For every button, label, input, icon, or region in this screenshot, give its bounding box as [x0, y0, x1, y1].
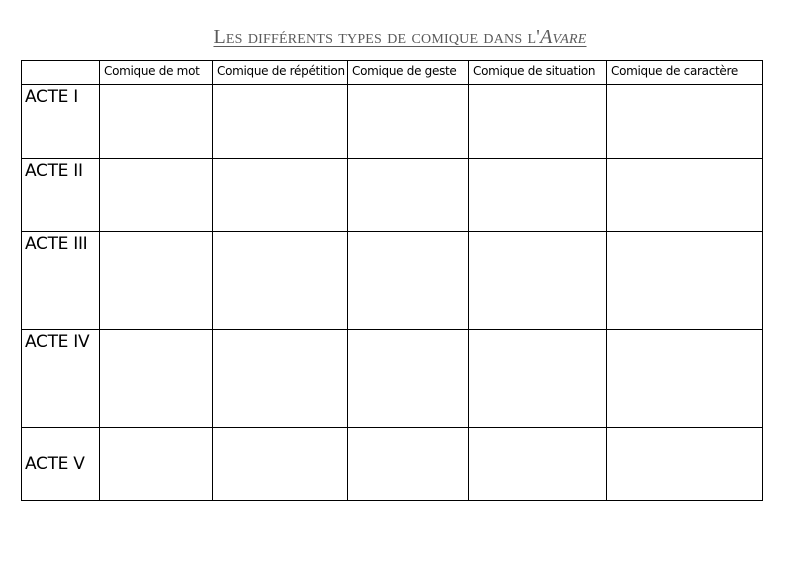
table-cell[interactable] [469, 85, 607, 159]
row-label: ACTE II [22, 159, 100, 232]
column-header: Comique de situation [469, 61, 607, 85]
row-label: ACTE V [22, 428, 100, 501]
table-cell[interactable] [469, 159, 607, 232]
table-cell[interactable] [100, 159, 213, 232]
table-cell[interactable] [607, 85, 763, 159]
row-label: ACTE I [22, 85, 100, 159]
table-cell[interactable] [348, 330, 469, 428]
table-cell[interactable] [607, 232, 763, 330]
table-row [22, 330, 763, 428]
page-title [0, 24, 800, 50]
table-cell[interactable] [469, 330, 607, 428]
header-row [22, 61, 763, 85]
table-cell[interactable] [213, 159, 348, 232]
table-cell[interactable] [213, 428, 348, 501]
table-cell[interactable] [100, 232, 213, 330]
row-label: ACTE III [22, 232, 100, 330]
title-main: Les différents types de comique dans l' [213, 26, 541, 48]
title-work: Avare [540, 26, 587, 48]
table-cell[interactable] [607, 330, 763, 428]
corner-cell [22, 61, 100, 85]
table-cell[interactable] [213, 232, 348, 330]
table-cell[interactable] [100, 330, 213, 428]
column-header: Comique de geste [348, 61, 469, 85]
table-cell[interactable] [469, 428, 607, 501]
row-label: ACTE IV [22, 330, 100, 428]
table-row [22, 159, 763, 232]
column-header: Comique de caractère [607, 61, 763, 85]
comic-types-table [21, 60, 763, 501]
table-cell[interactable] [469, 232, 607, 330]
table-cell[interactable] [348, 428, 469, 501]
table-row [22, 232, 763, 330]
table-row [22, 85, 763, 159]
table-cell[interactable] [348, 85, 469, 159]
table-row [22, 428, 763, 501]
table-cell[interactable] [100, 85, 213, 159]
table-cell[interactable] [607, 159, 763, 232]
table-cell[interactable] [213, 85, 348, 159]
table-cell[interactable] [348, 159, 469, 232]
table-cell[interactable] [213, 330, 348, 428]
column-header: Comique de répétition [213, 61, 348, 85]
column-header: Comique de mot [100, 61, 213, 85]
table-cell[interactable] [100, 428, 213, 501]
table-cell[interactable] [607, 428, 763, 501]
table-cell[interactable] [348, 232, 469, 330]
